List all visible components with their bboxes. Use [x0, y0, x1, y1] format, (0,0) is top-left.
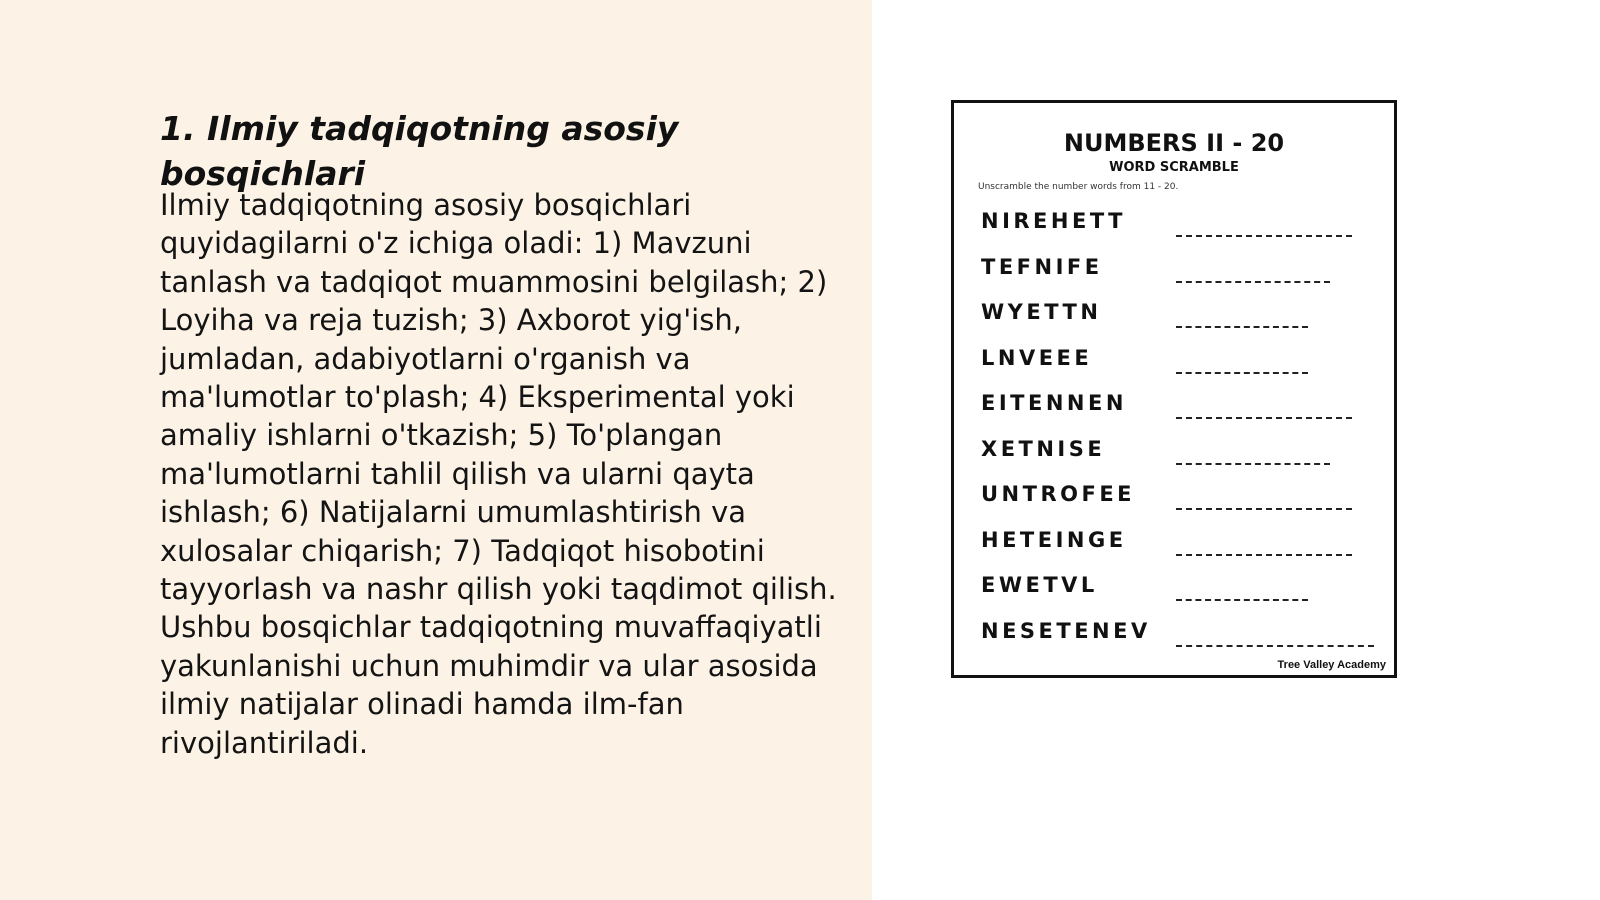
scrambled-word: TEFNIFE: [981, 254, 1103, 279]
answer-blank: [1176, 599, 1308, 601]
answer-blank: [1176, 508, 1352, 510]
scrambled-word: WYETTN: [981, 300, 1102, 324]
scramble-row: [954, 433, 1394, 479]
scrambled-word: LNVEEE: [981, 345, 1093, 370]
worksheet-image: [951, 100, 1397, 678]
scrambled-word: EITENNEN: [981, 391, 1127, 415]
scramble-row: [954, 478, 1394, 524]
answer-blank: [1176, 417, 1352, 419]
scrambled-word: UNTROFEE: [981, 482, 1136, 506]
scramble-row: [954, 387, 1394, 433]
worksheet-subtitle: WORD SCRAMBLE: [1109, 160, 1239, 175]
scrambled-word: HETEINGE: [981, 527, 1127, 552]
worksheet-title: NUMBERS II - 20: [1063, 129, 1285, 157]
answer-blank: [1176, 326, 1308, 328]
worksheet-instructions: Unscramble the number words from 11 - 20.: [978, 182, 1179, 192]
answer-blank: [1176, 281, 1330, 283]
scrambled-word: NIREHETT: [981, 209, 1126, 233]
scrambled-word: XETNISE: [981, 436, 1106, 461]
scramble-list: [954, 205, 1394, 660]
answer-blank: [1176, 554, 1352, 556]
scrambled-word: NESETENEV: [981, 618, 1151, 643]
scramble-row: [954, 296, 1394, 342]
scramble-row: [954, 524, 1394, 570]
scramble-row: [954, 615, 1394, 661]
answer-blank: [1176, 463, 1330, 465]
worksheet-footer: Tree Valley Academy: [1277, 659, 1386, 671]
scramble-row: [954, 205, 1394, 251]
scrambled-word: EWETVL: [981, 573, 1098, 597]
scramble-row: [954, 569, 1394, 615]
scramble-row: [954, 342, 1394, 388]
answer-blank: [1176, 235, 1352, 237]
slide-body-text: Ilmiy tadqiqotning asosiy bosqichlari quyidagilarni o'z ichiga oladi: 1) Mavzuni tanlash va tadqiqot muammosini belgilash; 2) Loyiha va reja tuzish; 3) Axborot yig'ish, jumladan, adabiyotlarni o'rganish va ma'lumotlar to'plash; 4) Eksperimental yoki amaliy ishlarni o'tkazish; 5) To'plangan ma'lumotlarni tahlil qilish va ularni qayta ishlash; 6) Natijalarni umumlashtirish va xulosalar chiqarish; 7) Tadqiqot hisobotini tayyorlash va nashr qilish yoki taqdimot qilish. Ushbu bosqichlar tadqiqotning muvaffaqiyatli yakunlanishi uchun muhimdir va ular asosida ilmiy natijalar olinadi hamda ilm-fan rivojlantiriladi.: [160, 188, 837, 760]
answer-blank: [1176, 645, 1374, 647]
answer-blank: [1176, 372, 1308, 374]
scramble-row: [954, 251, 1394, 297]
slide-title: 1. Ilmiy tadqiqotning asosiy bosqichlari: [160, 109, 679, 193]
